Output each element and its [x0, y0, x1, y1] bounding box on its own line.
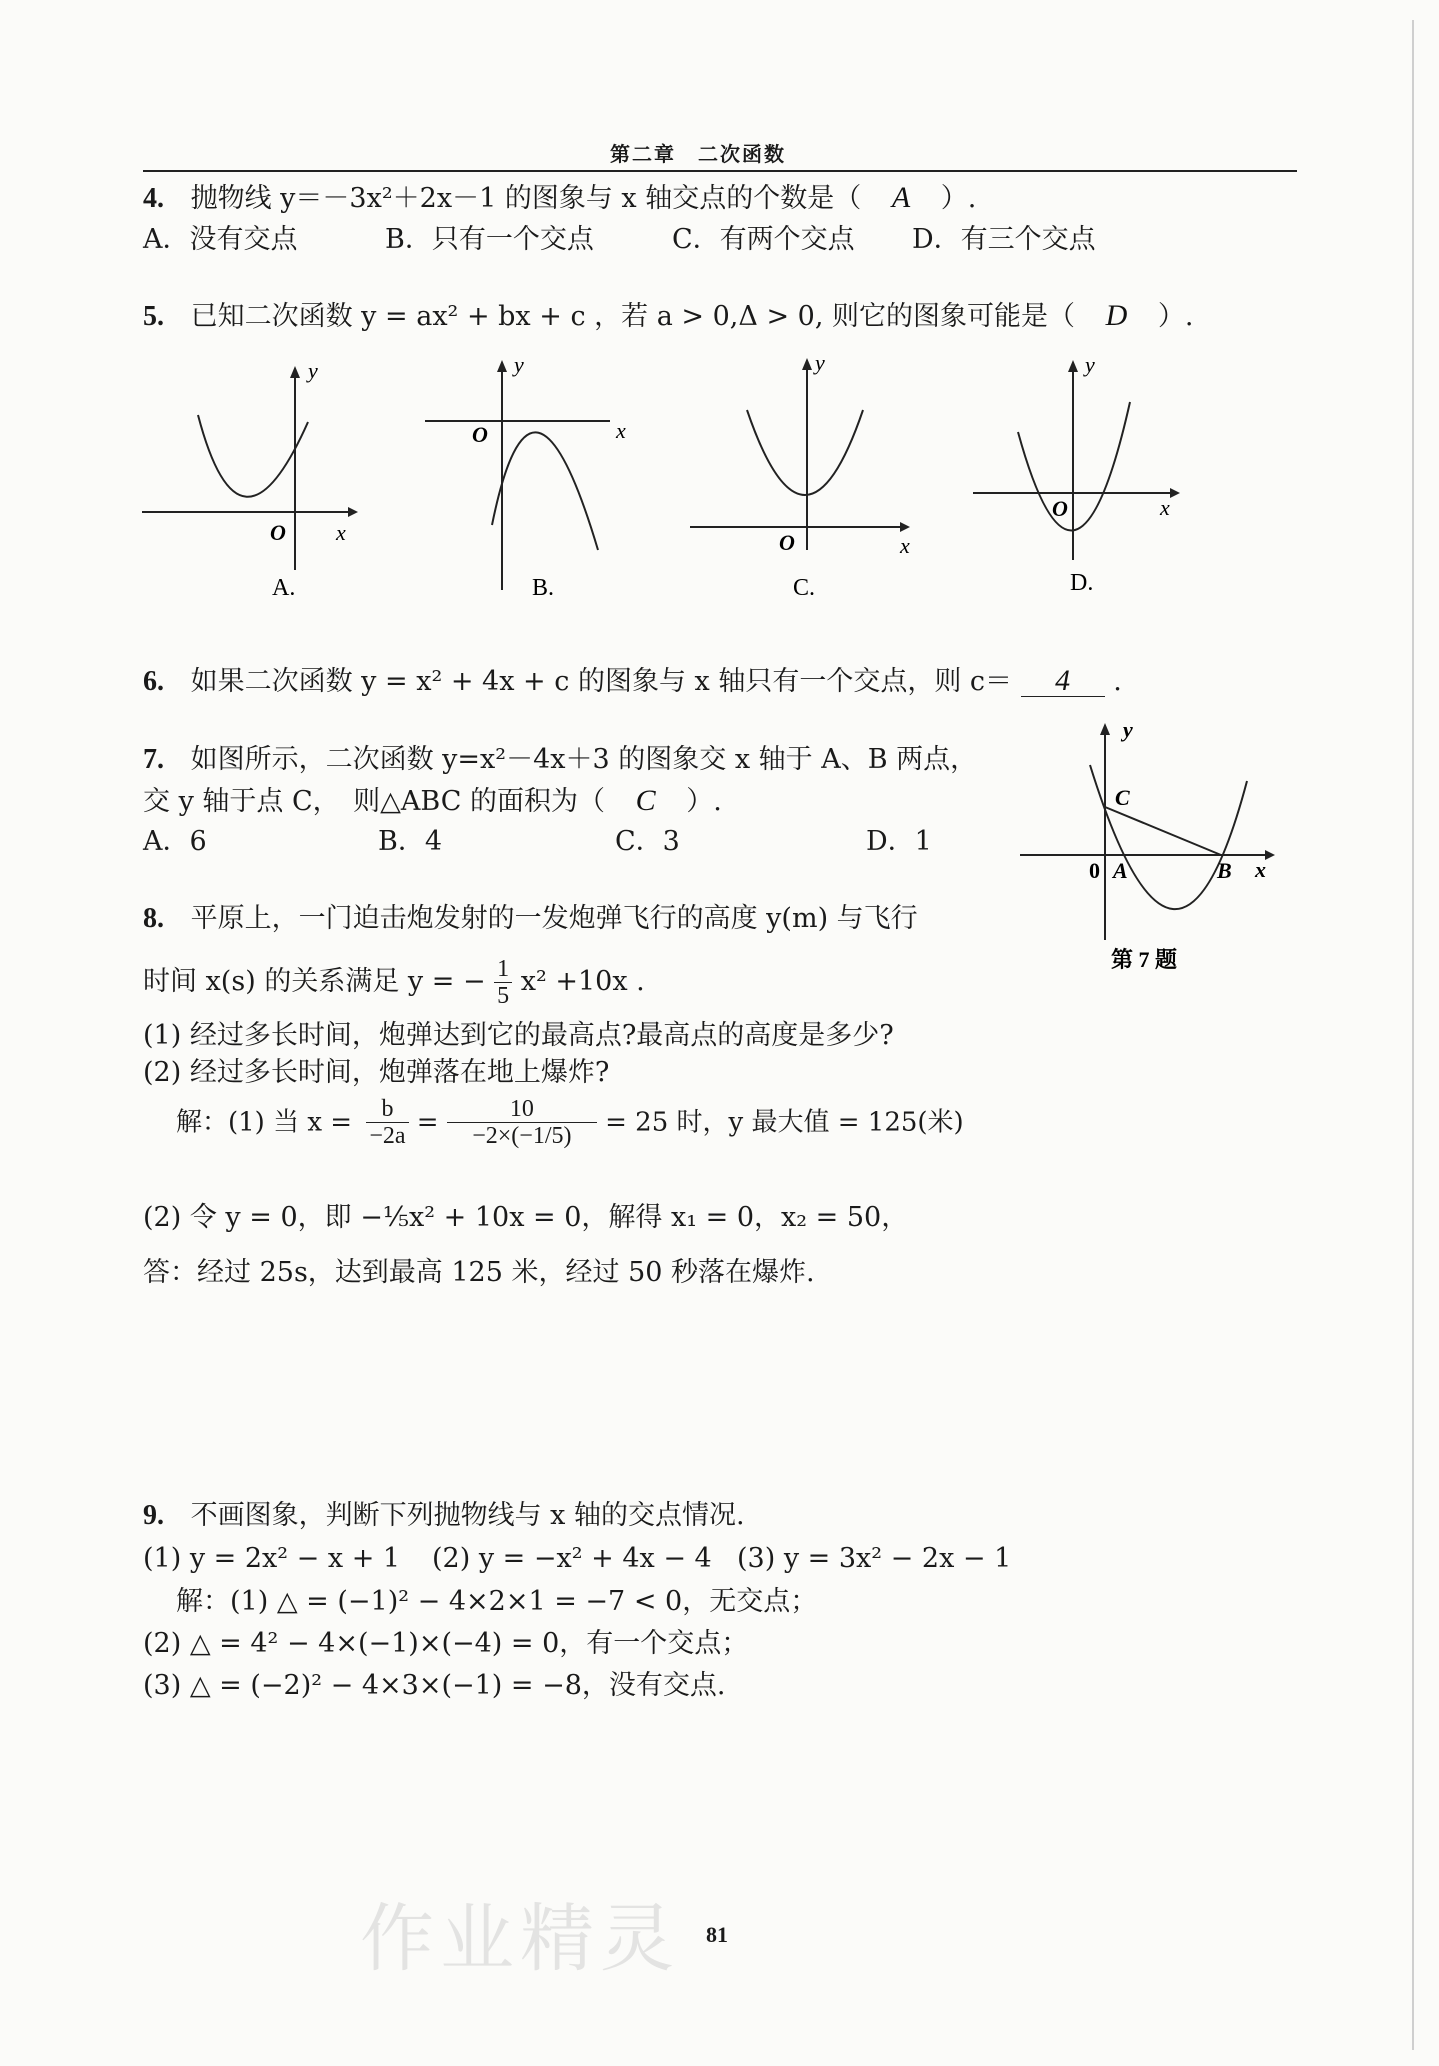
- page-number: 81: [706, 1922, 728, 1947]
- q9-solution-1: 解：(1) △ = (−1)² − 4×2×1 = −7 < 0，无交点；: [176, 1586, 818, 1617]
- question-stem: 如图所示，二次函数 y=x²－4x＋3 的图象交 x 轴于 A、B 两点，: [190, 744, 978, 775]
- q5-graph-d: [970, 350, 1200, 600]
- q8-solution-answer: 答：经过 25s，达到最高 125 米，经过 50 秒落在爆炸.: [143, 1257, 815, 1288]
- q8-subquestion-1: (1) 经过多长时间，炮弹达到它的最高点?最高点的高度是多少?: [143, 1020, 894, 1051]
- q9-item-1: (1) y = 2x² − x + 1: [143, 1543, 401, 1574]
- q5-graph-b: [420, 350, 650, 600]
- question-number: 4.: [143, 183, 164, 214]
- question-4: [143, 180, 976, 217]
- question-close: ）.: [1157, 301, 1194, 332]
- axis-label-x: x: [1255, 857, 1266, 882]
- question-number: 6.: [143, 666, 164, 697]
- question-7-line-2: [143, 783, 722, 820]
- question-9: [143, 1498, 745, 1534]
- watermark: 作业精灵: [360, 1896, 680, 1982]
- question-7-line-1: [143, 742, 977, 778]
- question-stem: 交 y 轴于点 C， 则△ABC 的面积为（: [143, 786, 606, 817]
- graph-label: D.: [1070, 570, 1094, 596]
- q7-option-d: D．1: [866, 826, 932, 857]
- question-close: ）.: [686, 786, 722, 817]
- formula-suffix: x² +10x .: [520, 966, 645, 997]
- fraction-denominator: −2×(−1/5): [472, 1123, 572, 1149]
- axis-label-x: x: [336, 520, 346, 545]
- axis-label-y: y: [815, 350, 825, 375]
- question-5: [143, 298, 1193, 335]
- question-end: .: [1113, 666, 1122, 697]
- fraction-b-over-minus-2a: [366, 1096, 408, 1149]
- fraction-10-over-expression: [447, 1096, 597, 1149]
- fraction-denominator: −2a: [369, 1123, 406, 1149]
- q7-option-b: B．4: [378, 826, 443, 857]
- fraction-numerator: 10: [447, 1096, 597, 1123]
- q7-figure: [1015, 715, 1290, 975]
- chapter-header: 第二章 二次函数: [610, 142, 786, 166]
- axis-label-y: y: [1123, 717, 1133, 742]
- q9-item-3: (3) y = 3x² − 2x − 1: [737, 1543, 1012, 1574]
- origin-label: O: [1052, 496, 1068, 521]
- q9-solution-3: (3) △ = (−2)² − 4×3×(−1) = −8，没有交点.: [143, 1670, 726, 1701]
- origin-label: O: [270, 520, 286, 545]
- question-close: ）.: [940, 183, 977, 214]
- q4-option-b: B．只有一个交点: [385, 224, 594, 255]
- question-number: 5.: [143, 301, 164, 332]
- question-stem: 平原上，一门迫击炮发射的一发炮弹飞行的高度 y(m) 与飞行: [190, 903, 918, 934]
- axis-label-y: y: [514, 352, 524, 377]
- question-stem: 如果二次函数 y = x² + 4x + c 的图象与 x 轴只有一个交点，则 c＝: [190, 666, 1013, 697]
- q4-option-c: C．有两个交点: [672, 224, 855, 255]
- q7-option-a: A．6: [143, 826, 207, 857]
- origin-label: 0: [1089, 858, 1100, 883]
- formula-prefix: 时间 x(s) 的关系满足 y = −: [143, 966, 486, 997]
- origin-label: O: [472, 422, 488, 447]
- question-stem: 抛物线 y＝－3x²＋2x－1 的图象与 x 轴交点的个数是（: [190, 183, 862, 214]
- handwritten-answer: A: [891, 181, 911, 214]
- q8-solution-line-1: [176, 1096, 964, 1149]
- handwritten-answer: D: [1105, 299, 1128, 332]
- q9-solution-2: (2) △ = 4² − 4×(−1)×(−4) = 0，有一个交点；: [143, 1628, 749, 1659]
- axis-label-x: x: [616, 418, 626, 443]
- fraction-numerator: b: [366, 1096, 408, 1123]
- q4-option-a: A．没有交点: [143, 224, 298, 255]
- q8-subquestion-2: (2) 经过多长时间，炮弹落在地上爆炸?: [143, 1057, 610, 1088]
- graph-label: C.: [793, 575, 816, 600]
- question-6: [143, 664, 1122, 700]
- q5-graph-a: [140, 360, 370, 600]
- question-8-line-1: [143, 901, 918, 937]
- handwritten-answer: C: [635, 784, 656, 817]
- point-label-b: B: [1217, 858, 1232, 883]
- question-number: 8.: [143, 903, 164, 934]
- figure-caption: 第 7 题: [1111, 947, 1178, 972]
- handwritten-answer: 4: [1021, 666, 1105, 697]
- graph-label: B.: [532, 575, 555, 600]
- question-8-line-2: [143, 956, 645, 1009]
- q9-item-2: (2) y = −x² + 4x − 4: [432, 1543, 712, 1574]
- solution-prefix: 解：(1) 当 x =: [176, 1107, 353, 1138]
- q5-graph-c: [685, 350, 925, 600]
- equals-sign: =: [416, 1107, 439, 1138]
- point-label-c: C: [1115, 785, 1130, 810]
- page-edge: [1412, 20, 1414, 2050]
- solution-result: = 25 时，y 最大值 = 125(米): [605, 1107, 964, 1138]
- fraction-numerator: 1: [494, 956, 512, 983]
- question-stem: 已知二次函数 y = ax² + bx + c ，若 a > 0,Δ > 0, 则它的图象可能是（: [190, 301, 1076, 332]
- fraction-one-fifth: [494, 956, 512, 1009]
- q7-option-c: C．3: [615, 826, 680, 857]
- question-stem: 不画图象，判断下列抛物线与 x 轴的交点情况.: [190, 1500, 745, 1531]
- question-number: 7.: [143, 744, 164, 775]
- graph-label: A.: [272, 575, 296, 600]
- q4-option-d: D．有三个交点: [912, 224, 1096, 255]
- question-number: 9.: [143, 1500, 164, 1531]
- axis-label-x: x: [900, 533, 910, 558]
- point-label-a: A: [1113, 858, 1128, 883]
- axis-label-y: y: [308, 360, 318, 383]
- header-rule: [143, 170, 1297, 172]
- origin-label: O: [779, 530, 795, 555]
- axis-label-x: x: [1160, 495, 1170, 520]
- axis-label-y: y: [1085, 352, 1095, 377]
- q8-solution-line-2: (2) 令 y = 0，即 −⅕x² + 10x = 0，解得 x₁ = 0，x₂ = 50，: [143, 1202, 909, 1233]
- fraction-denominator: 5: [497, 983, 510, 1009]
